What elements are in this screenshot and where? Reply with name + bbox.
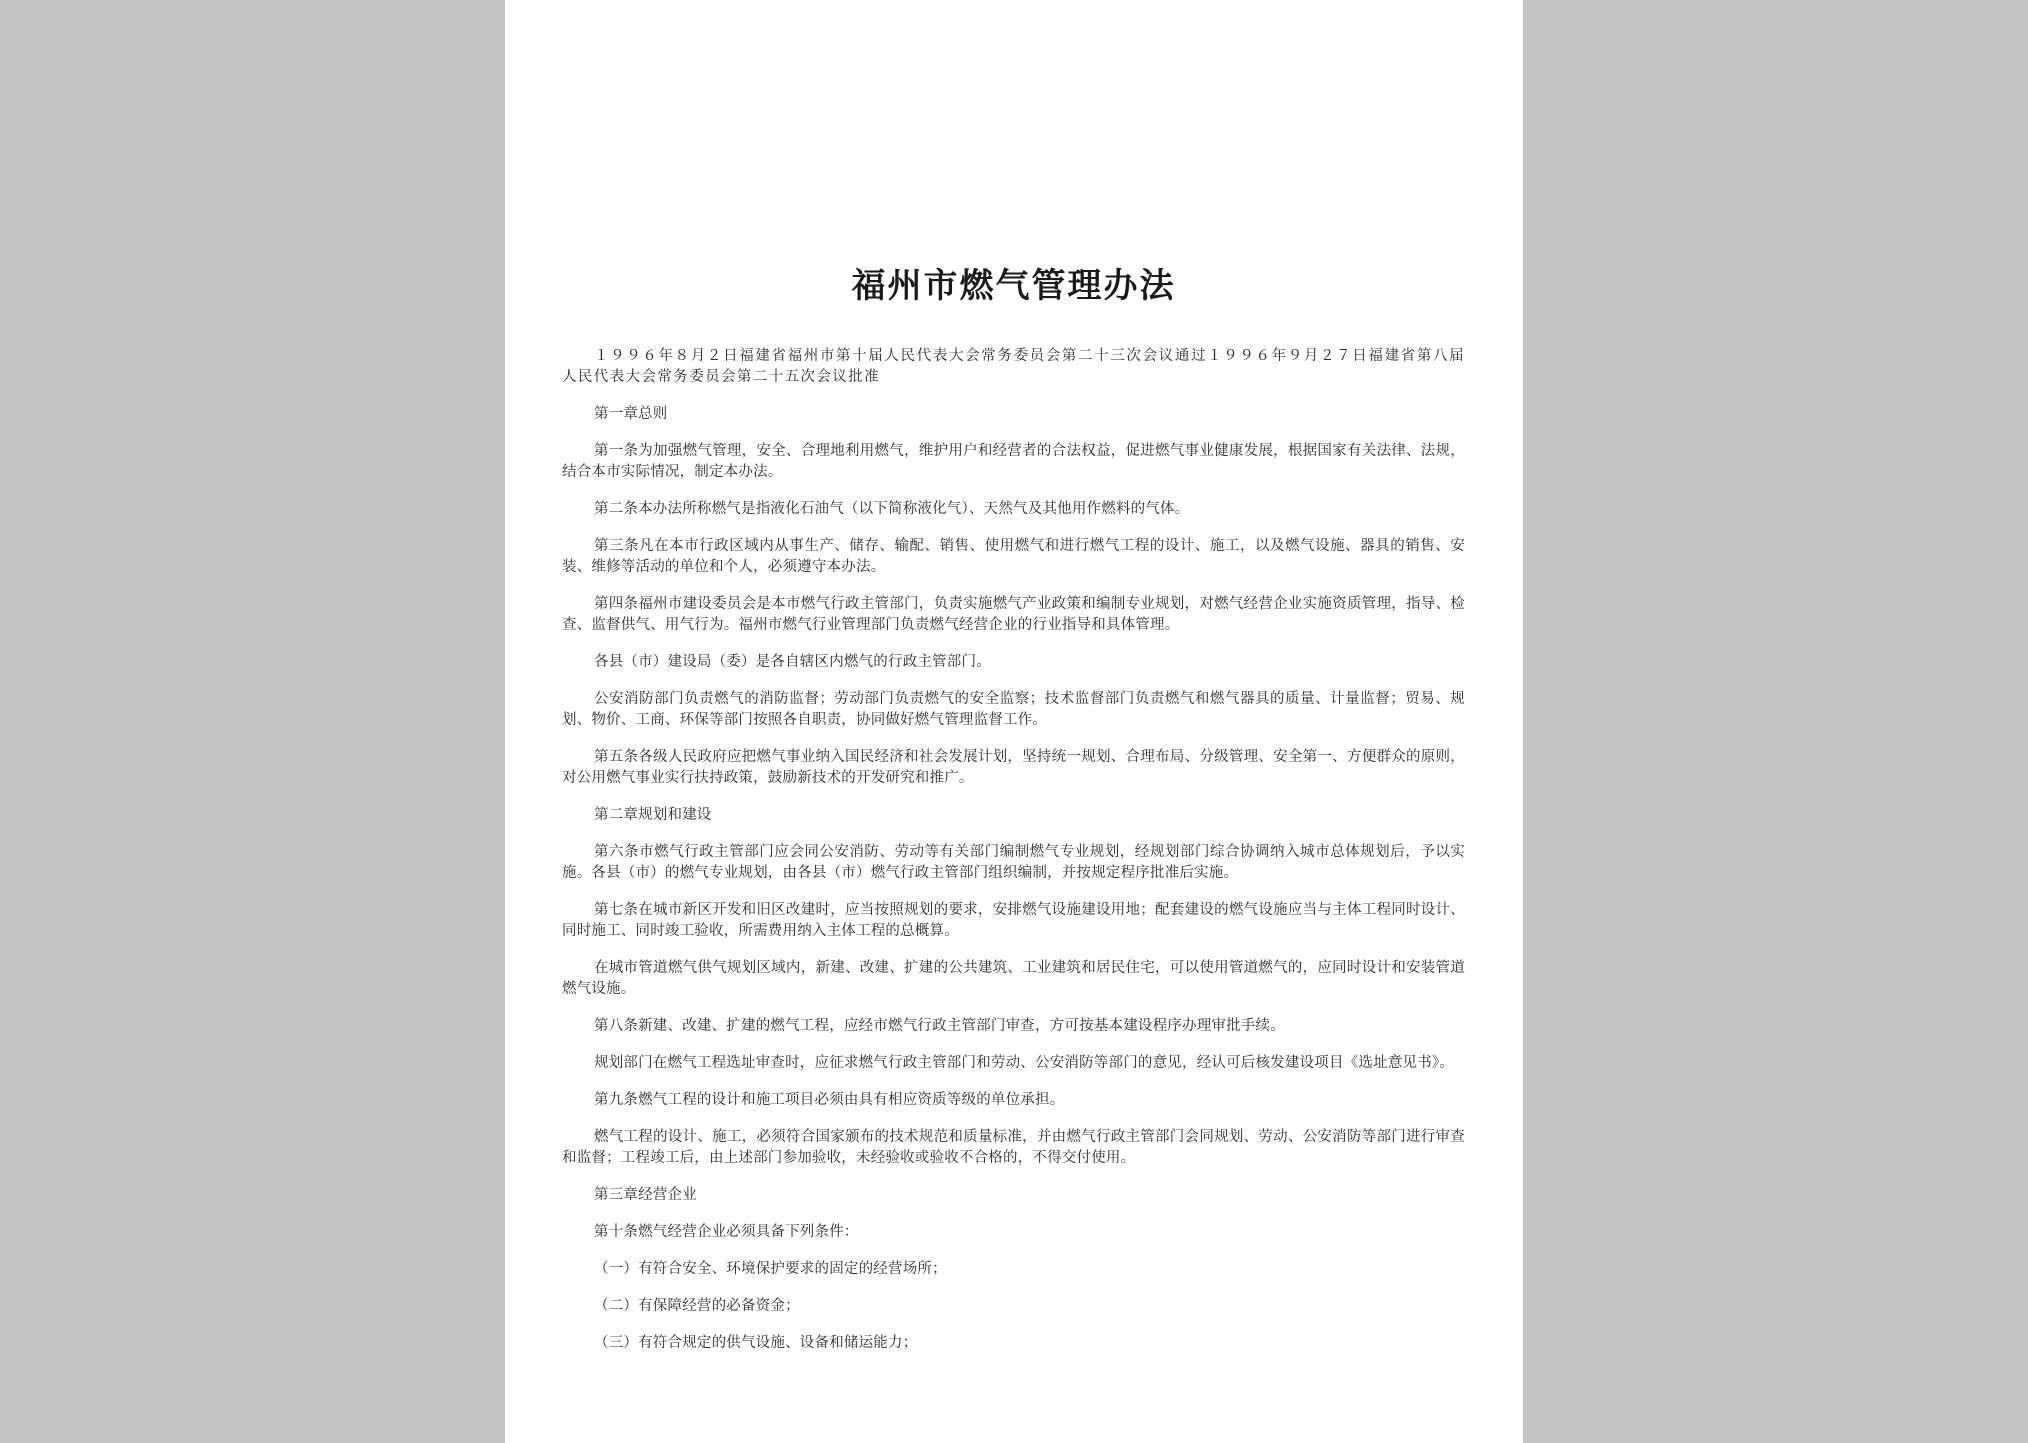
article-paragraph: 第九条燃气工程的设计和施工项目必须由具有相应资质等级的单位承担。 [594,1092,1065,1108]
article-paragraph: 第七条在城市新区开发和旧区改建时，应当按照规划的要求，安排燃气设施建设用地；配套建设的燃气设施应当与主体工程同时设计、同时施工、同时竣工验收，所需费用纳入主体工程的总概算。 [562,902,1465,939]
list-item: （一）有符合安全、环境保护要求的固定的经营场所； [594,1261,947,1277]
article-paragraph: 第三条凡在本市行政区域内从事生产、储存、输配、销售、使用燃气和进行燃气工程的设计、施工，以及燃气设施、器具的销售、安装、维修等活动的单位和个人，必须遵守本办法。 [562,538,1465,575]
article-paragraph: 第一条为加强燃气管理，安全、合理地利用燃气，维护用户和经营者的合法权益，促进燃气事业健康发展，根据国家有关法律、法规，结合本市实际情况，制定本办法。 [562,443,1465,480]
chapter-heading: 第二章规划和建设 [594,807,712,823]
article-paragraph: 燃气工程的设计、施工，必须符合国家颁布的技术规范和质量标准，并由燃气行政主管部门会同规划、劳动、公安消防等部门进行审查和监督；工程竣工后，由上述部门参加验收，未经验收或验收不合格的，不得交付使用。 [562,1129,1465,1166]
article-paragraph: 第二条本办法所称燃气是指液化石油气（以下简称液化气）、天然气及其他用作燃料的气体。 [594,501,1190,517]
article-paragraph: 第四条福州市建设委员会是本市燃气行政主管部门，负责实施燃气产业政策和编制专业规划，对燃气经营企业实施资质管理，指导、检查、监督供气、用气行为。福州市燃气行业管理部门负责燃气经营企业的行业指导和具体管理。 [562,596,1465,633]
article-paragraph: 在城市管道燃气供气规划区域内，新建、改建、扩建的公共建筑、工业建筑和居民住宅，可以使用管道燃气的，应同时设计和安装管道燃气设施。 [562,960,1465,997]
article-paragraph: 公安消防部门负责燃气的消防监督；劳动部门负责燃气的安全监察；技术监督部门负责燃气和燃气器具的质量、计量监督；贸易、规划、物价、工商、环保等部门按照各自职责，协同做好燃气管理监督工作。 [562,691,1465,728]
adoption-note: １９９６年８月２日福建省福州市第十届人民代表大会常务委员会第二十三次会议通过１９９６年９月２７日福建省第八届人民代表大会常务委员会第二十五次会议批准 [562,348,1465,385]
chapter-heading: 第一章总则 [594,406,668,422]
article-paragraph: 规划部门在燃气工程选址审查时，应征求燃气行政主管部门和劳动、公安消防等部门的意见，经认可后核发建设项目《选址意见书》。 [594,1055,1455,1071]
article-paragraph: 各县（市）建设局（委）是各自辖区内燃气的行政主管部门。 [594,654,991,670]
article-paragraph: 第十条燃气经营企业必须具备下列条件： [594,1224,859,1240]
list-item: （二）有保障经营的必备资金； [594,1298,800,1314]
article-paragraph: 第五条各级人民政府应把燃气事业纳入国民经济和社会发展计划，坚持统一规划、合理布局、分级管理、安全第一、方便群众的原则，对公用燃气事业实行扶持政策，鼓励新技术的开发研究和推广。 [562,749,1465,786]
article-paragraph: 第六条市燃气行政主管部门应会同公安消防、劳动等有关部门编制燃气专业规划，经规划部门综合协调纳入城市总体规划后，予以实施。各县（市）的燃气专业规划，由各县（市）燃气行政主管部门组织编制，并按规定程序批准后实施。 [562,844,1465,881]
document-page [505,0,1523,1443]
chapter-heading: 第三章经营企业 [594,1187,697,1203]
article-paragraph: 第八条新建、改建、扩建的燃气工程，应经市燃气行政主管部门审查，方可按基本建设程序办理审批手续。 [594,1018,1285,1034]
list-item: （三）有符合规定的供气设施、设备和储运能力； [594,1335,918,1351]
document-title: 福州市燃气管理办法 [851,266,1176,306]
